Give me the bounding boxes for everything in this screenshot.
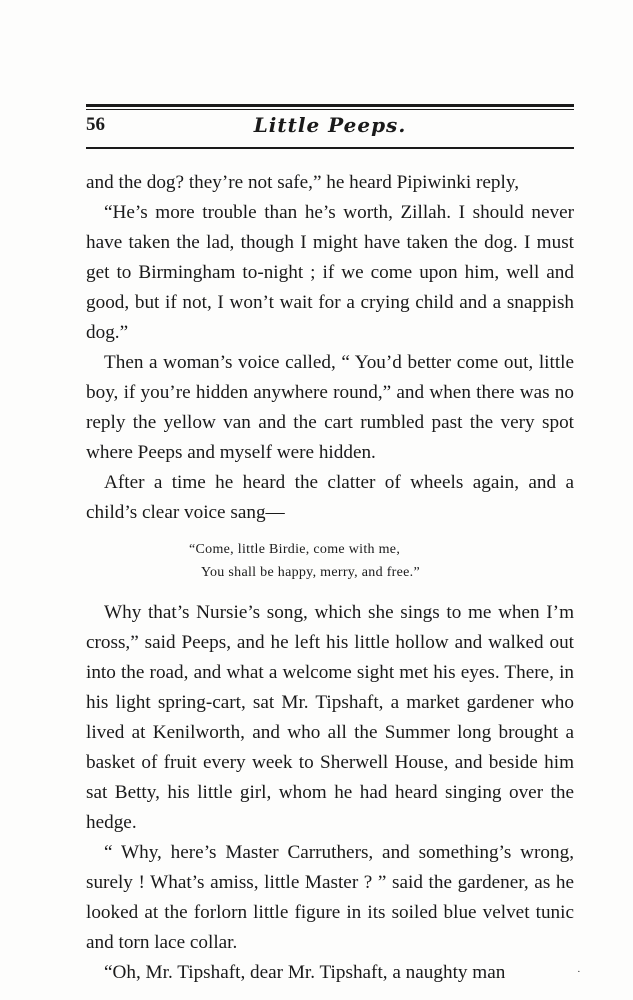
paragraph-7: “Oh, Mr. Tipshaft, dear Mr. Tipshaft, a naughty man — [104, 962, 506, 983]
printer-mark: · — [577, 966, 581, 978]
page-number: 56 — [86, 114, 105, 135]
running-head — [86, 114, 574, 140]
paragraph-5: Why that’s Nursie’s song, which she sings to me when I’m cross,” said Peeps, and he left his little hollow and walked out into the road, and what a welcome sight met his eyes. There, in his light spring-cart, sat Mr. Tipshaft, a market gardener who lived at Kenilworth, and who all the Summer long brought a basket of fruit every week to Sherwell House, and beside him sat Betty, his little girl, whom he had heard singing over the hedge. — [86, 602, 574, 833]
paragraph-1: and the dog? they’re not safe,” he heard Pipiwinki reply, — [86, 172, 519, 193]
paragraph-2: “He’s more trouble than he’s worth, Zillah. I should never have taken the lad, though I might have taken the dog. I must get to Birmingham to-night ; if we come upon him, well and good, but if not, I won’t wait for a crying child and a snappish dog.” — [86, 202, 574, 343]
song-verse — [86, 538, 574, 584]
header-rule — [86, 147, 574, 149]
header-double-rule — [86, 104, 574, 107]
body-text — [86, 168, 574, 988]
running-title: Little Peeps. — [253, 113, 407, 137]
paragraph-4: After a time he heard the clatter of wheels again, and a child’s clear voice sang— — [86, 472, 574, 523]
paragraph-6: “ Why, here’s Master Carruthers, and something’s wrong, surely ! What’s amiss, little Master ? ” said the gardener, as he looked at the forlorn little figure in its soiled blue velvet tunic and torn lace collar. — [86, 842, 574, 953]
verse-line-1: “Come, little Birdie, come with me, — [189, 542, 401, 557]
paragraph-3: Then a woman’s voice called, “ You’d better come out, little boy, if you’re hidden anywhere round,” and when there was no reply the yellow van and the cart rumbled past the very spot where Peeps and myself were hidden. — [86, 352, 574, 463]
verse-line-2: You shall be happy, merry, and free.” — [201, 565, 420, 580]
